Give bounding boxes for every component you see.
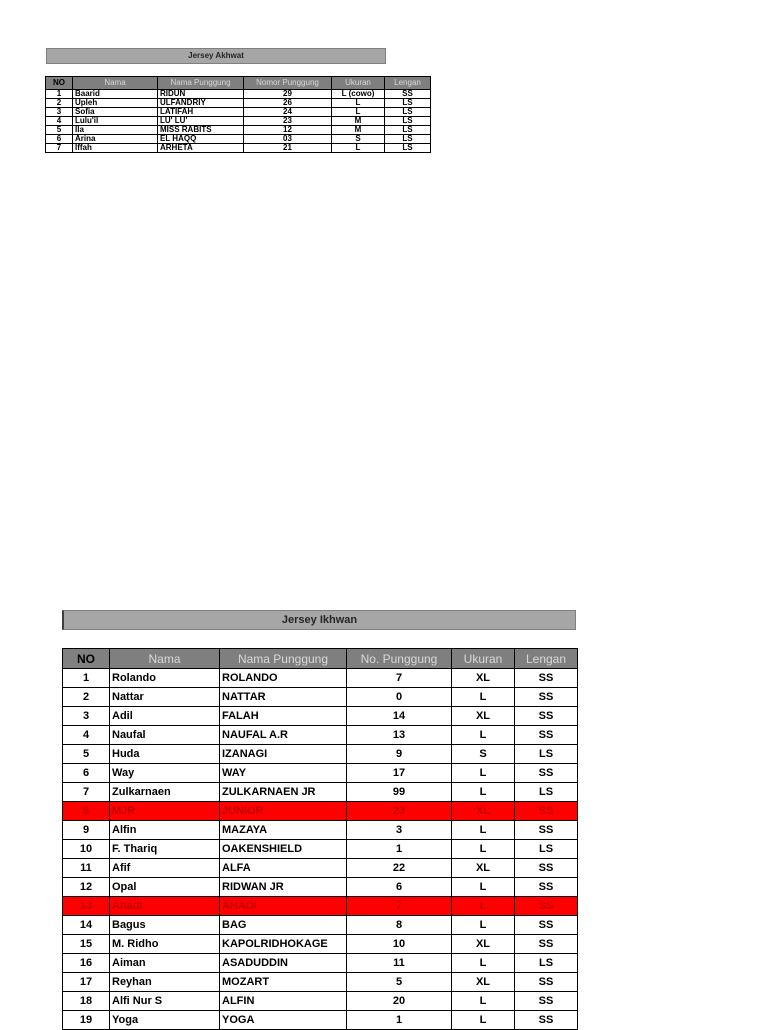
- table-row: [63, 821, 578, 840]
- cell-no: 3: [63, 707, 110, 726]
- cell-lengan: SS: [515, 897, 578, 916]
- col-header-nama-punggung: Nama Punggung: [220, 649, 347, 669]
- cell-lengan: SS: [515, 821, 578, 840]
- cell-nama: Baarid: [73, 90, 158, 99]
- cell-nama-punggung: YOGA: [220, 1011, 347, 1030]
- cell-nama: Opal: [110, 878, 220, 897]
- cell-ukuran: S: [332, 135, 385, 144]
- cell-ukuran: L: [452, 954, 515, 973]
- cell-nama-punggung: ALFIN: [220, 992, 347, 1011]
- cell-nama-punggung: ZULKARNAEN JR: [220, 783, 347, 802]
- akhwat-title: Jersey Akhwat: [46, 48, 386, 64]
- cell-nama-punggung: RIDUN: [158, 90, 244, 99]
- cell-nama: Ila: [73, 126, 158, 135]
- cell-nama-punggung: MAZAYA: [220, 821, 347, 840]
- cell-nama: Lulu'il: [73, 117, 158, 126]
- cell-ukuran: M: [332, 117, 385, 126]
- cell-nama: Naufal: [110, 726, 220, 745]
- cell-nama-punggung: AHADI: [220, 897, 347, 916]
- cell-lengan: LS: [385, 117, 431, 126]
- cell-nomor-punggung: 23: [244, 117, 332, 126]
- cell-no: 5: [46, 126, 73, 135]
- cell-no: 17: [63, 973, 110, 992]
- cell-nomor-punggung: 23: [347, 802, 452, 821]
- cell-no: 16: [63, 954, 110, 973]
- ikhwan-body: [63, 669, 578, 1030]
- cell-nomor-punggung: 13: [347, 726, 452, 745]
- col-header-no-punggung: No. Punggung: [347, 649, 452, 669]
- cell-ukuran: XL: [452, 802, 515, 821]
- col-header-nama-punggung: Nama Punggung: [158, 77, 244, 90]
- table-row: [63, 1011, 578, 1030]
- cell-no: 5: [63, 745, 110, 764]
- cell-nama: Iffah: [73, 144, 158, 153]
- cell-lengan: SS: [515, 992, 578, 1011]
- cell-nama-punggung: ASADUDDIN: [220, 954, 347, 973]
- cell-nama: Upleh: [73, 99, 158, 108]
- cell-lengan: LS: [515, 745, 578, 764]
- cell-no: 1: [63, 669, 110, 688]
- cell-ukuran: L: [332, 99, 385, 108]
- cell-ukuran: S: [452, 745, 515, 764]
- cell-no: 3: [46, 108, 73, 117]
- cell-no: 7: [46, 144, 73, 153]
- table-row: [46, 126, 431, 135]
- cell-nomor-punggung: 03: [244, 135, 332, 144]
- cell-nama-punggung: EL HAQQ: [158, 135, 244, 144]
- table-row: [46, 108, 431, 117]
- cell-no: 7: [63, 783, 110, 802]
- table-row: [63, 954, 578, 973]
- cell-lengan: LS: [385, 99, 431, 108]
- cell-nama: Aiman: [110, 954, 220, 973]
- table-row: [63, 973, 578, 992]
- cell-nomor-punggung: 12: [244, 126, 332, 135]
- cell-lengan: SS: [515, 973, 578, 992]
- cell-nomor-punggung: 29: [244, 90, 332, 99]
- cell-lengan: SS: [515, 688, 578, 707]
- cell-no: 8: [63, 802, 110, 821]
- cell-no: 10: [63, 840, 110, 859]
- cell-ukuran: L: [452, 726, 515, 745]
- cell-ukuran: L: [332, 144, 385, 153]
- table-row: [63, 992, 578, 1011]
- cell-nama: Huda: [110, 745, 220, 764]
- cell-nama-punggung: MISS RABITS: [158, 126, 244, 135]
- table-row: [63, 916, 578, 935]
- cell-nomor-punggung: 5: [347, 973, 452, 992]
- cell-no: 14: [63, 916, 110, 935]
- cell-nama: Zulkarnaen: [110, 783, 220, 802]
- cell-lengan: LS: [515, 840, 578, 859]
- cell-nama-punggung: ARHETA: [158, 144, 244, 153]
- cell-nama: Sofia: [73, 108, 158, 117]
- cell-lengan: SS: [515, 726, 578, 745]
- cell-lengan: SS: [385, 90, 431, 99]
- cell-nama-punggung: IZANAGI: [220, 745, 347, 764]
- cell-lengan: SS: [515, 669, 578, 688]
- ikhwan-header-row: [63, 649, 578, 669]
- col-header-lengan: Lengan: [385, 77, 431, 90]
- cell-ukuran: L (cowo): [332, 90, 385, 99]
- cell-ukuran: XL: [452, 669, 515, 688]
- cell-no: 6: [63, 764, 110, 783]
- cell-lengan: SS: [515, 935, 578, 954]
- cell-lengan: SS: [515, 802, 578, 821]
- cell-nomor-punggung: 24: [244, 108, 332, 117]
- cell-ukuran: L: [452, 897, 515, 916]
- ikhwan-table: [62, 648, 578, 1030]
- cell-ukuran: L: [452, 764, 515, 783]
- cell-nomor-punggung: 7: [347, 897, 452, 916]
- cell-nama-punggung: WAY: [220, 764, 347, 783]
- cell-nama-punggung: ALFA: [220, 859, 347, 878]
- cell-nomor-punggung: 3: [347, 821, 452, 840]
- akhwat-body: [46, 90, 431, 153]
- cell-lengan: LS: [515, 954, 578, 973]
- cell-lengan: LS: [385, 126, 431, 135]
- cell-nama-punggung: ROLANDO: [220, 669, 347, 688]
- cell-no: 15: [63, 935, 110, 954]
- cell-lengan: SS: [515, 878, 578, 897]
- cell-no: 2: [63, 688, 110, 707]
- cell-ukuran: XL: [452, 707, 515, 726]
- cell-nama-punggung: LATIFAH: [158, 108, 244, 117]
- table-row: [63, 669, 578, 688]
- cell-no: 4: [63, 726, 110, 745]
- cell-nomor-punggung: 20: [347, 992, 452, 1011]
- cell-no: 18: [63, 992, 110, 1011]
- col-header-ukuran: Ukuran: [452, 649, 515, 669]
- cell-no: 9: [63, 821, 110, 840]
- cell-nama-punggung: RIDWAN JR: [220, 878, 347, 897]
- col-header-no: NO: [46, 77, 73, 90]
- cell-nomor-punggung: 10: [347, 935, 452, 954]
- col-header-lengan: Lengan: [515, 649, 578, 669]
- col-header-nomor-punggung: Nomor Punggung: [244, 77, 332, 90]
- cell-nomor-punggung: 99: [347, 783, 452, 802]
- cell-no: 19: [63, 1011, 110, 1030]
- cell-nama: Ahadi: [110, 897, 220, 916]
- cell-nama-punggung: FALAH: [220, 707, 347, 726]
- table-row: [63, 859, 578, 878]
- cell-lengan: SS: [515, 859, 578, 878]
- cell-no: 4: [46, 117, 73, 126]
- cell-nomor-punggung: 1: [347, 1011, 452, 1030]
- cell-ukuran: XL: [452, 973, 515, 992]
- cell-nama: Adil: [110, 707, 220, 726]
- cell-lengan: LS: [385, 108, 431, 117]
- table-row: [46, 135, 431, 144]
- cell-nama: Alfin: [110, 821, 220, 840]
- cell-nomor-punggung: 9: [347, 745, 452, 764]
- cell-ukuran: L: [452, 992, 515, 1011]
- cell-nama-punggung: ULFANDRIY: [158, 99, 244, 108]
- cell-ukuran: L: [332, 108, 385, 117]
- table-row: [46, 117, 431, 126]
- cell-nama: Rolando: [110, 669, 220, 688]
- cell-nomor-punggung: 14: [347, 707, 452, 726]
- cell-nama: MJR: [110, 802, 220, 821]
- table-row: [63, 878, 578, 897]
- cell-lengan: SS: [515, 764, 578, 783]
- cell-nomor-punggung: 11: [347, 954, 452, 973]
- cell-ukuran: L: [452, 840, 515, 859]
- table-row: [46, 99, 431, 108]
- cell-nomor-punggung: 26: [244, 99, 332, 108]
- table-row: [63, 745, 578, 764]
- table-row: [63, 783, 578, 802]
- cell-nama-punggung: JUNIOR: [220, 802, 347, 821]
- col-header-no: NO: [63, 649, 110, 669]
- cell-nama: Way: [110, 764, 220, 783]
- col-header-nama: Nama: [73, 77, 158, 90]
- table-row: [63, 764, 578, 783]
- cell-ukuran: L: [452, 688, 515, 707]
- table-row: [46, 144, 431, 153]
- ikhwan-title: Jersey Ikhwan: [62, 610, 576, 630]
- cell-no: 13: [63, 897, 110, 916]
- cell-nama: Bagus: [110, 916, 220, 935]
- col-header-ukuran: Ukuran: [332, 77, 385, 90]
- cell-ukuran: XL: [452, 859, 515, 878]
- table-row: [46, 90, 431, 99]
- cell-ukuran: XL: [452, 935, 515, 954]
- cell-ukuran: L: [452, 878, 515, 897]
- table-row: [63, 726, 578, 745]
- cell-nama: Nattar: [110, 688, 220, 707]
- table-row: [63, 707, 578, 726]
- cell-nomor-punggung: 21: [244, 144, 332, 153]
- cell-nama: Yoga: [110, 1011, 220, 1030]
- table-row: [63, 897, 578, 916]
- cell-ukuran: M: [332, 126, 385, 135]
- cell-nomor-punggung: 22: [347, 859, 452, 878]
- cell-nama-punggung: NAUFAL A.R: [220, 726, 347, 745]
- cell-no: 12: [63, 878, 110, 897]
- cell-nama-punggung: LU' LU': [158, 117, 244, 126]
- cell-ukuran: L: [452, 916, 515, 935]
- cell-nomor-punggung: 8: [347, 916, 452, 935]
- cell-nama: M. Ridho: [110, 935, 220, 954]
- cell-nama-punggung: BAG: [220, 916, 347, 935]
- table-row: [63, 935, 578, 954]
- col-header-nama: Nama: [110, 649, 220, 669]
- cell-ukuran: L: [452, 783, 515, 802]
- cell-nama: Reyhan: [110, 973, 220, 992]
- cell-no: 6: [46, 135, 73, 144]
- table-row: [63, 802, 578, 821]
- cell-lengan: LS: [385, 135, 431, 144]
- table-row: [63, 840, 578, 859]
- cell-nama: F. Thariq: [110, 840, 220, 859]
- cell-lengan: SS: [515, 1011, 578, 1030]
- cell-nomor-punggung: 6: [347, 878, 452, 897]
- cell-no: 1: [46, 90, 73, 99]
- cell-nama: Alfi Nur S: [110, 992, 220, 1011]
- cell-nama-punggung: OAKENSHIELD: [220, 840, 347, 859]
- cell-nama-punggung: KAPOLRIDHOKAGE: [220, 935, 347, 954]
- cell-lengan: LS: [515, 783, 578, 802]
- cell-ukuran: L: [452, 821, 515, 840]
- cell-nama-punggung: MOZART: [220, 973, 347, 992]
- table-row: [63, 688, 578, 707]
- cell-nomor-punggung: 0: [347, 688, 452, 707]
- cell-nama-punggung: NATTAR: [220, 688, 347, 707]
- cell-nomor-punggung: 7: [347, 669, 452, 688]
- akhwat-header-row: [46, 77, 431, 90]
- akhwat-table: [45, 76, 431, 153]
- cell-ukuran: L: [452, 1011, 515, 1030]
- cell-no: 2: [46, 99, 73, 108]
- cell-nomor-punggung: 17: [347, 764, 452, 783]
- cell-lengan: LS: [385, 144, 431, 153]
- cell-nama: Afif: [110, 859, 220, 878]
- cell-lengan: SS: [515, 707, 578, 726]
- cell-no: 11: [63, 859, 110, 878]
- cell-nomor-punggung: 1: [347, 840, 452, 859]
- cell-nama: Arina: [73, 135, 158, 144]
- cell-lengan: SS: [515, 916, 578, 935]
